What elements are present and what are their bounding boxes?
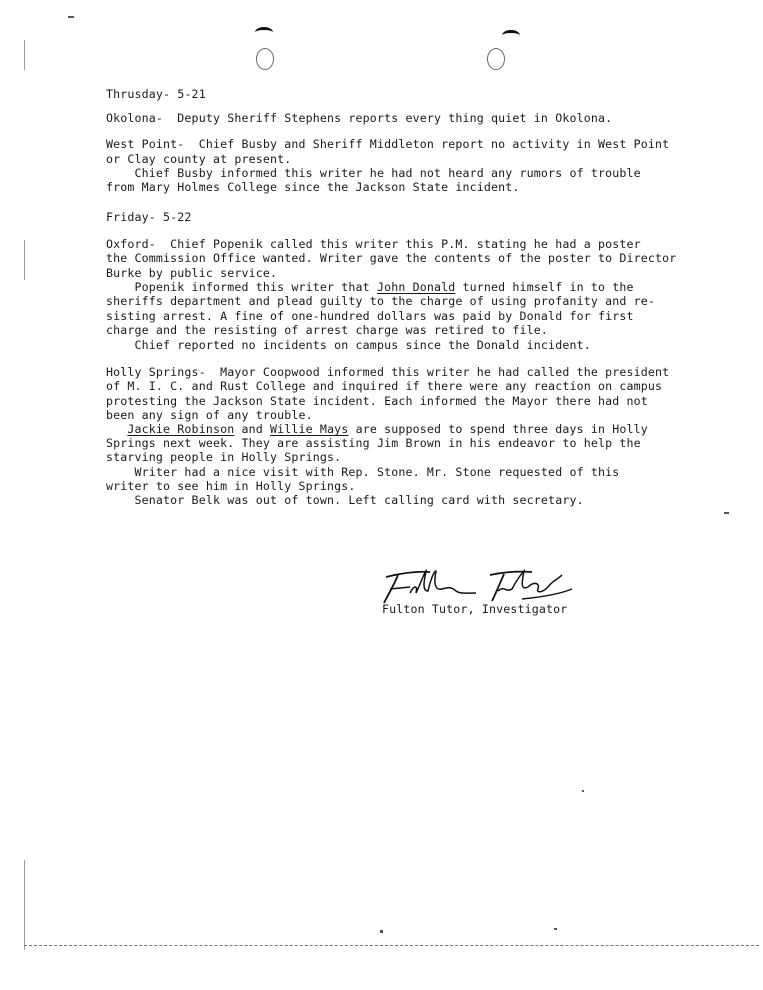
report-line: Senator Belk was out of town. Left calling card with secretary. bbox=[106, 493, 584, 507]
date-heading-friday: Friday- 5-22 bbox=[106, 210, 192, 224]
report-west-point: West Point- Chief Busby and Sheriff Middleton report no activity in West Point bbox=[106, 137, 670, 151]
report-line: charge and the resisting of arrest charge was retired to file. bbox=[106, 323, 549, 337]
scan-edge-mark bbox=[24, 240, 25, 280]
scan-edge-mark bbox=[24, 860, 25, 950]
report-line: the Commission Office wanted. Writer gave the contents of the poster to Director bbox=[106, 251, 677, 265]
report-oxford: Oxford- Chief Popenik called this writer this P.M. stating he had a poster bbox=[106, 237, 641, 251]
underlined-name-willie-mays: Willie Mays bbox=[270, 422, 349, 436]
signature-block: Fulton Tutor, Investigator bbox=[382, 602, 568, 616]
underlined-name-jackie-robinson: Jackie Robinson bbox=[127, 422, 235, 436]
report-line: of M. I. C. and Rust College and inquired if there were any reaction on campus bbox=[106, 379, 663, 393]
text-segment: are supposed to spend three days in Holly bbox=[348, 422, 648, 436]
bottom-edge-rule bbox=[24, 945, 759, 946]
report-line: writer to see him in Holly Springs. bbox=[106, 479, 356, 493]
underlined-name-john-donald: John Donald bbox=[376, 280, 456, 294]
date-heading-thursday: Thrusday- 5-21 bbox=[106, 87, 206, 101]
report-line: sheriffs department and plead guilty to the charge of using profanity and re- bbox=[106, 294, 656, 308]
report-line: Writer had a nice visit with Rep. Stone. Mr. Stone requested of this bbox=[106, 465, 620, 479]
punch-hole-mark-left bbox=[255, 27, 273, 38]
text-segment bbox=[106, 422, 127, 436]
text-segment: turned himself in to the bbox=[455, 280, 634, 294]
scan-speck bbox=[582, 790, 584, 792]
report-okolona: Okolona- Deputy Sheriff Stephens reports every thing quiet in Okolona. bbox=[106, 111, 613, 125]
scan-speck bbox=[68, 16, 74, 18]
punch-hole-left bbox=[256, 48, 274, 70]
report-line-underlined bbox=[106, 280, 634, 294]
report-holly-springs: Holly Springs- Mayor Coopwood informed this writer he had called the president bbox=[106, 365, 670, 379]
scan-edge-mark bbox=[24, 40, 25, 70]
scan-speck bbox=[380, 930, 383, 933]
report-line: Springs next week. They are assisting Jim Brown in his endeavor to help the bbox=[106, 436, 641, 450]
text-segment: Popenik informed this writer that bbox=[106, 280, 377, 294]
report-line: Chief reported no incidents on campus since the Donald incident. bbox=[106, 338, 591, 352]
punch-hole-mark-right bbox=[502, 30, 520, 41]
report-line: protesting the Jackson State incident. Each informed the Mayor there had not bbox=[106, 394, 648, 408]
report-line: starving people in Holly Springs. bbox=[106, 450, 342, 464]
scan-speck bbox=[724, 512, 729, 514]
scan-speck bbox=[554, 928, 557, 930]
report-line: been any sign of any trouble. bbox=[106, 408, 313, 422]
report-line: Chief Busby informed this writer he had not heard any rumors of trouble bbox=[106, 166, 641, 180]
report-line: from Mary Holmes College since the Jackson State incident. bbox=[106, 180, 520, 194]
report-line: or Clay county at present. bbox=[106, 152, 292, 166]
text-segment: and bbox=[234, 422, 270, 436]
report-line: Burke by public service. bbox=[106, 266, 278, 280]
report-line: sisting arrest. A fine of one-hundred dollars was paid by Donald for first bbox=[106, 309, 634, 323]
report-line-underlined bbox=[106, 422, 648, 436]
punch-hole-right bbox=[487, 48, 505, 70]
